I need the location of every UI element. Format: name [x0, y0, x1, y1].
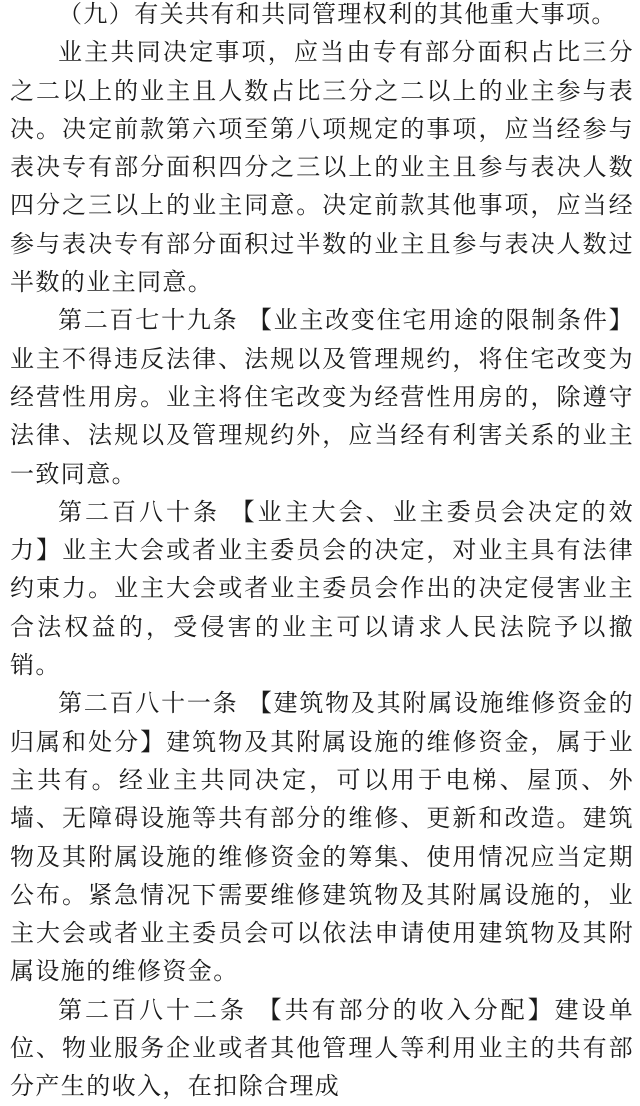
- article-body: 业主不得违反法律、法规以及管理规约，将住宅改变为经营性用房。业主将住宅改变为经营性用房的，除遵守法律、法规以及管理规约外，应当经有利害关系的业主一致同意。: [10, 344, 634, 488]
- article-body: 建设单位、物业服务企业或者其他管理人等利用业主的共有部分产生的收入，在扣除合理成: [10, 995, 635, 1101]
- document-body: [10, 0, 634, 1106]
- article-title: 【业主大会、业主委员会决定的效力】: [10, 497, 635, 565]
- decision-rules-paragraph: [10, 33, 634, 301]
- item-nine-paragraph: [10, 0, 634, 33]
- article-280: [10, 493, 634, 684]
- article-279: [10, 301, 634, 492]
- article-title: 【建筑物及其附属设施维修资金的归属和处分】: [10, 689, 635, 756]
- article-title: 【业主改变住宅用途的限制条件】: [247, 306, 635, 335]
- article-number: 第二百八十一条: [58, 689, 239, 718]
- article-number: 第二百八十条: [58, 497, 220, 526]
- item-nine-text: （九）有关共有和共同管理权利的其他重大事项。: [58, 0, 617, 28]
- article-title: 【共有部分的收入分配】: [257, 995, 555, 1024]
- article-body: 业主大会或者业主委员会的决定，对业主具有法律约束力。业主大会或者业主委员会作出的决定侵害业主合法权益的，受侵害的业主可以请求人民法院予以撤销。: [10, 536, 634, 680]
- decision-rules-text: 业主共同决定事项，应当由专有部分面积占比三分之二以上的业主且人数占比三分之二以上的业主参与表决。决定前款第六项至第八项规定的事项，应当经参与表决专有部分面积四分之三以上的业主且参与表决人数四分之三以上的业主同意。决定前款其他事项，应当经参与表决专有部分面积过半数的业主且参与表决人数过半数的业主同意。: [10, 38, 634, 297]
- article-281: [10, 684, 634, 990]
- article-number: 第二百七十九条: [58, 306, 239, 335]
- article-number: 第二百八十二条: [58, 995, 247, 1024]
- article-282: [10, 991, 634, 1106]
- article-body: 建筑物及其附属设施的维修资金，属于业主共有。经业主共同决定，可以用于电梯、屋顶、外墙、无障碍设施等共有部分的维修、更新和改造。建筑物及其附属设施的维修资金的筹集、使用情况应当定期公布。紧急情况下需要维修建筑物及其附属设施的，业主大会或者业主委员会可以依法申请使用建筑物及其附属设施的维修资金。: [10, 727, 634, 986]
